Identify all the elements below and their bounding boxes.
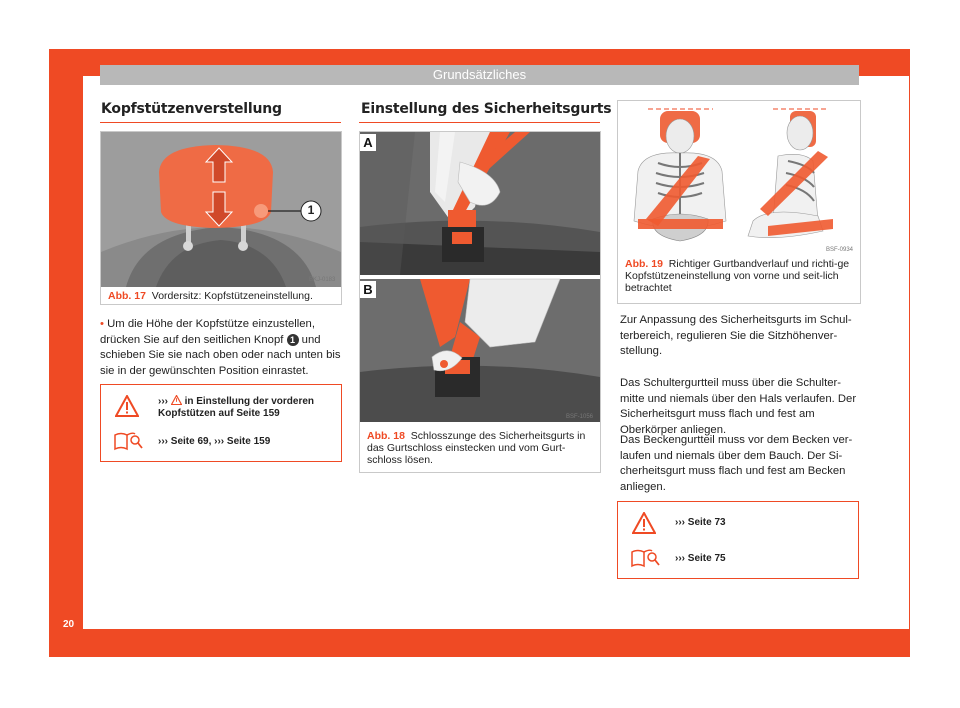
instructions-part1: Um die Höhe der Kopfstütze einzustellen, drücken Sie auf den seitlichen Knopf — [100, 318, 315, 346]
book-icon — [113, 431, 143, 451]
warning-reference[interactable]: ››› Seite 73 — [675, 517, 726, 528]
warning-icon — [632, 512, 656, 534]
instructions-part2: und schieben Sie sie nach oben oder nach unten bis sie in der gewünschten Position einrastet. — [100, 333, 341, 377]
figure-code: BKJ-0183 — [309, 277, 336, 283]
warning-icon — [115, 395, 139, 417]
belt-paragraph-2: Das Schultergurtteil muss über die Schulter-mitte und niemals über den Hals verlaufen. Der Sicherheitsgurt muss flach und fest am Oberkörper anliegen. — [620, 377, 857, 436]
seatbelt-section-title: Einstellung des Sicherheitsgurts — [361, 101, 612, 117]
book-reference[interactable]: ››› Seite 69, ››› Seite 159 — [158, 436, 271, 447]
title-rule — [100, 122, 341, 123]
section-header: Grundsätzliches — [100, 65, 859, 85]
title-rule — [359, 122, 600, 123]
inline-warning-icon — [171, 395, 182, 405]
figure-code: BSF-1056 — [566, 414, 594, 420]
belt-routing-illustration — [618, 101, 860, 256]
caption-text: Richtiger Gurtbandverlauf und richti-ge Kopfstützeneinstellung von vorne und seit-lich betrachtet — [625, 258, 850, 294]
headrest-section-title: Kopfstützenverstellung — [101, 101, 282, 117]
seatbelt-figure — [359, 131, 601, 473]
belt-paragraph-3: Das Beckengurtteil muss vor dem Becken ver-laufen und niemals über dem Bauch. Der Si-cherheitsgurt muss flach und fest am Becken anliegen. — [620, 434, 853, 493]
left-reference-box — [100, 384, 342, 462]
panel-a-label: A — [360, 134, 376, 151]
warning-ref-text: in Einstellung der vorderen Kopfstützen auf Seite 159 — [158, 396, 315, 419]
belt-paragraph-1: Zur Anpassung des Sicherheitsgurts im Schul-terbereich, regulieren Sie die Sitzhöhenver-stellung. — [620, 314, 852, 357]
caption-label: Abb. 17 — [108, 290, 146, 302]
seatbelt-illustration — [360, 132, 600, 422]
callout-1-label: 1 — [307, 203, 315, 217]
callout-ref: 1 — [287, 334, 299, 346]
figure-code: BSF-0934 — [826, 247, 854, 253]
ref-arrows: ››› — [158, 396, 168, 407]
figure-caption — [367, 430, 597, 466]
caption-text: Schlosszunge des Sicherheitsgurts in das Gurtschloss einstecken und vom Gurt-schloss lösen. — [367, 430, 586, 466]
warning-reference[interactable] — [158, 395, 333, 420]
headrest-figure — [100, 131, 342, 305]
figure-caption — [108, 290, 338, 302]
panel-b-label: B — [360, 281, 376, 298]
book-reference[interactable]: ››› Seite 75 — [675, 553, 726, 564]
caption-text: Vordersitz: Kopfstützeneinstellung. — [151, 290, 313, 302]
belt-routing-figure — [617, 100, 861, 304]
right-reference-box — [617, 501, 859, 579]
figure-caption — [625, 258, 855, 294]
book-icon — [630, 548, 660, 568]
caption-label: Abb. 19 — [625, 258, 663, 270]
bullet: • — [100, 318, 104, 330]
caption-label: Abb. 18 — [367, 430, 405, 442]
page-number: 20 — [63, 619, 75, 630]
headrest-instructions — [100, 317, 345, 379]
